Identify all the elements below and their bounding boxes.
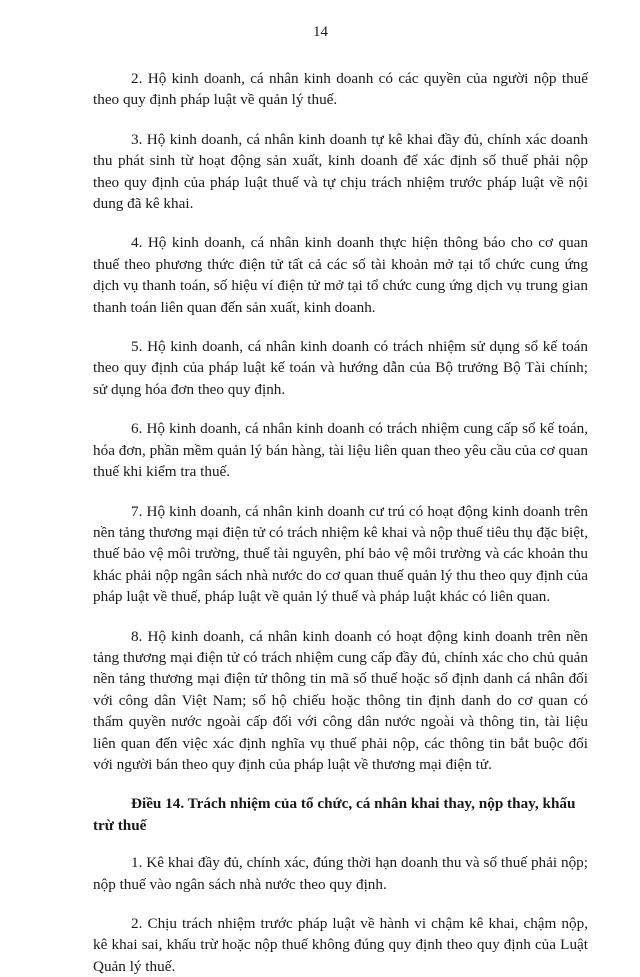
- article-heading: Điều 14. Trách nhiệm của tổ chức, cá nhân khai thay, nộp thay, khấu trừ thuế: [93, 795, 576, 834]
- paragraph-clause-6: 6. Hộ kinh doanh, cá nhân kinh doanh có trách nhiệm cung cấp sổ kế toán, hóa đơn, phần mềm quản lý bán hàng, tài liệu liên quan theo yêu cầu của cơ quan thuế khi kiểm tra thuế.: [93, 420, 588, 481]
- paragraph-clause-8: 8. Hộ kinh doanh, cá nhân kinh doanh có hoạt động kinh doanh trên nền tảng thương mại điện tử có trách nhiệm cung cấp đầy đủ, chính xác cho chủ quản nền tảng thương mại điện tử thông tin mã số thuế hoặc số định danh cá nhân đối với công dân Việt Nam; số hộ chiếu hoặc thông tin định danh do cơ quan có thẩm quyền nước ngoài cấp đối với công dân nước ngoài và thông tin, tài liệu liên quan đến việc xác định nghĩa vụ thuế phải nộp, các thông tin bắt buộc đối với người bán theo quy định của pháp luật về thương mại điện tử.: [93, 627, 588, 773]
- paragraph-clause-3: 3. Hộ kinh doanh, cá nhân kinh doanh tự kê khai đầy đủ, chính xác doanh thu phát sinh từ hoạt động sản xuất, kinh doanh để xác định số thuế phải nộp theo quy định của pháp luật thuế và tự chịu trách nhiệm trước pháp luật về nội dung đã kê khai.: [93, 130, 588, 213]
- paragraph-clause-2: 2. Hộ kinh doanh, cá nhân kinh doanh có các quyền của người nộp thuế theo quy định pháp luật về quản lý thuế.: [93, 70, 588, 109]
- paragraph-article14-clause-1: 1. Kê khai đầy đủ, chính xác, đúng thời hạn doanh thu và số thuế phải nộp; nộp thuế vào ngân sách nhà nước theo quy định.: [93, 854, 588, 893]
- paragraph-clause-5: 5. Hộ kinh doanh, cá nhân kinh doanh có trách nhiệm sử dụng sổ kế toán theo quy định của pháp luật kế toán và hướng dẫn của Bộ trưởng Bộ Tài chính; sử dụng hóa đơn theo quy định.: [93, 338, 588, 398]
- paragraph-clause-4: 4. Hộ kinh doanh, cá nhân kinh doanh thực hiện thông báo cho cơ quan thuế theo phương thức điện tử tất cả các số tài khoản mở tại tổ chức cung ứng dịch vụ thanh toán, số hiệu ví điện tử mở tại tổ chức cung ứng dịch vụ trung gian thanh toán liên quan đến sản xuất, kinh doanh.: [93, 234, 588, 316]
- paragraph-clause-7: 7. Hộ kinh doanh, cá nhân kinh doanh cư trú có hoạt động kinh doanh trên nền tảng thương mại điện tử có trách nhiệm kê khai và nộp thuế tiêu thụ đặc biệt, thuế bảo vệ môi trường, thuế tài nguyên, phí bảo vệ môi trường và các khoản thu khác phải nộp ngân sách nhà nước do cơ quan thuế quản lý thu theo quy định của pháp luật về thuế, pháp luật về quản lý thuế và pháp luật khác có liên quan.: [93, 502, 588, 606]
- page-number: 14: [313, 24, 328, 40]
- paragraph-article14-clause-2: 2. Chịu trách nhiệm trước pháp luật về hành vi chậm kê khai, chậm nộp, kê khai sai, khấu trừ hoặc nộp thuế không đúng quy định theo quy định của Luật Quản lý thuế.: [93, 915, 588, 975]
